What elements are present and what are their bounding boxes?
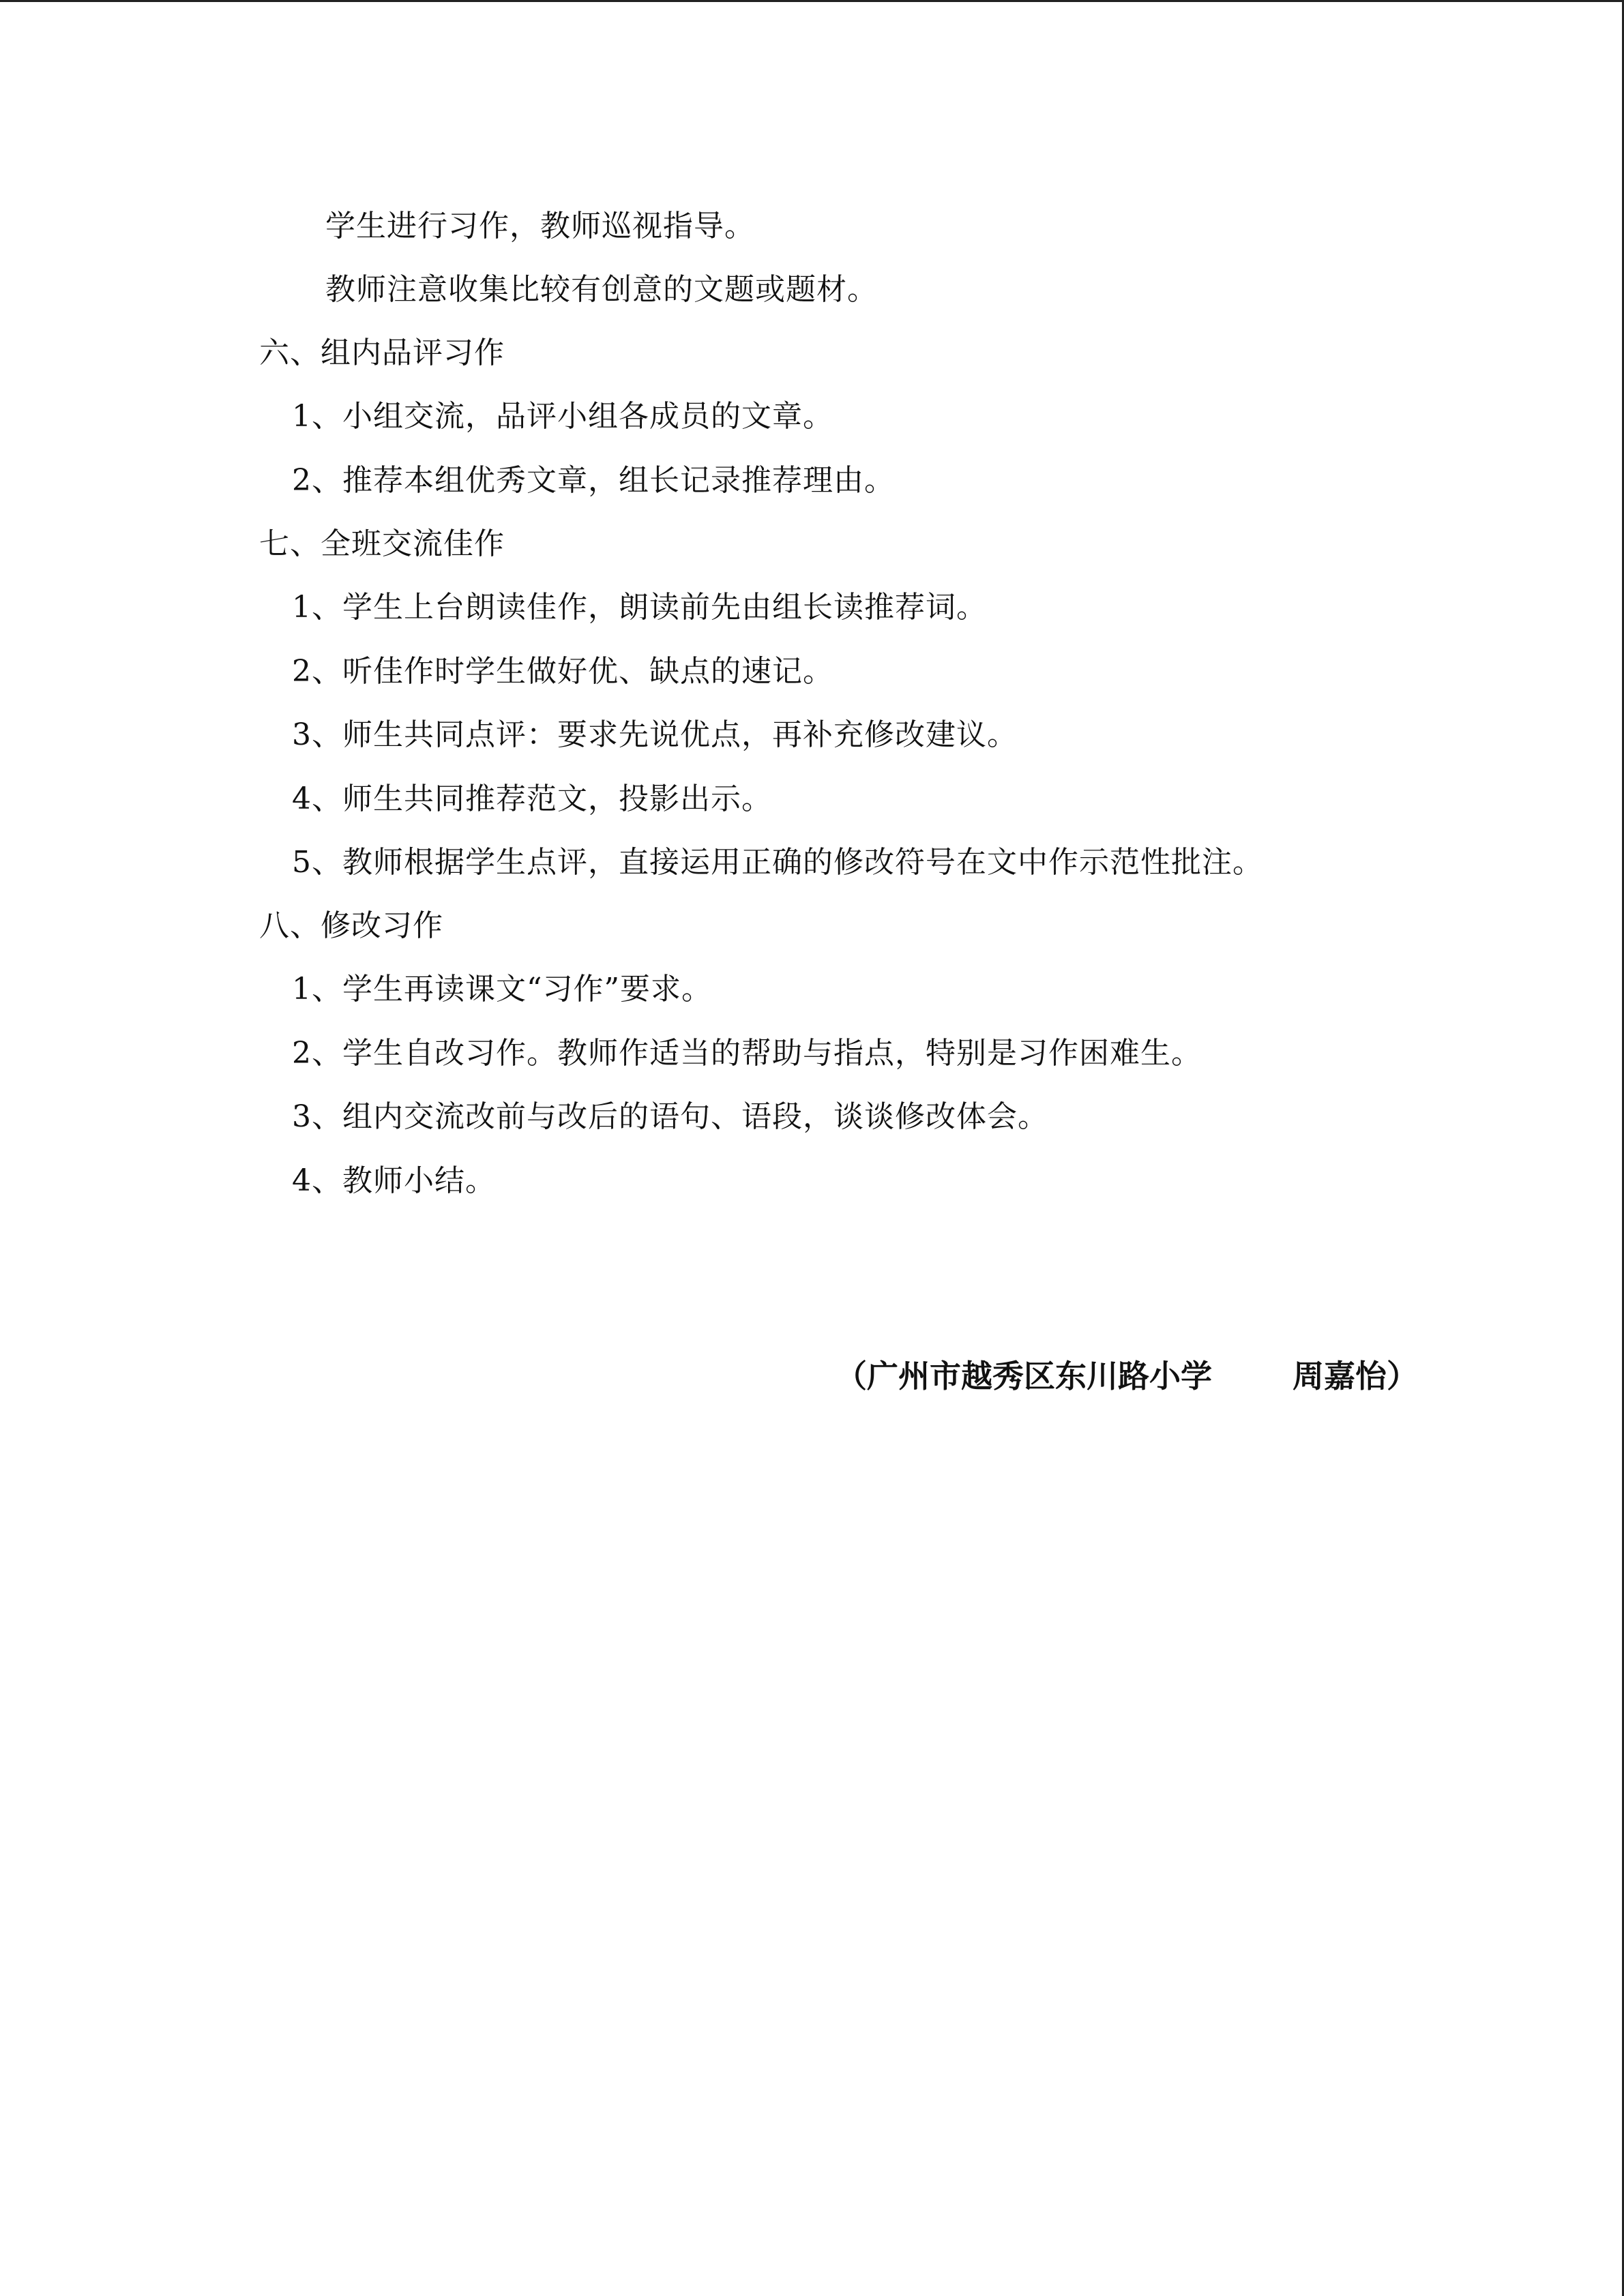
page-top-border <box>0 0 1624 2</box>
list-item: 1、学生上台朗读佳作，朗读前先由组长读推荐词。 <box>292 590 987 625</box>
paragraph: 学生进行习作，教师巡视指导。 <box>325 209 755 243</box>
section-heading: 六、组内品评习作 <box>259 336 505 370</box>
section-heading: 八、修改习作 <box>259 908 443 943</box>
list-item: 4、师生共同推荐范文，投影出示。 <box>292 781 772 816</box>
author-signature <box>836 1356 1418 1397</box>
list-item: 1、小组交流，品评小组各成员的文章。 <box>292 399 833 434</box>
list-item: 5、教师根据学生点评，直接运用正确的修改符号在文中作示范性批注。 <box>292 845 1263 880</box>
list-item: 2、学生自改习作。教师作适当的帮助与指点，特别是习作困难生。 <box>292 1036 1202 1071</box>
paragraph: 教师注意收集比较有创意的文题或题材。 <box>325 272 878 307</box>
list-item: 2、推荐本组优秀文章，组长记录推荐理由。 <box>292 463 895 498</box>
section-heading: 七、全班交流佳作 <box>259 526 505 561</box>
list-item: 3、师生共同点评：要求先说优点，再补充修改建议。 <box>292 717 1018 752</box>
list-item: 3、组内交流改前与改后的语句、语段，谈谈修改体会。 <box>292 1099 1048 1134</box>
list-item: 1、学生再读课文“习作”要求。 <box>292 972 712 1007</box>
signature-author: 周嘉怡） <box>1293 1358 1418 1395</box>
signature-school: （广州市越秀区东川路小学 <box>836 1358 1212 1395</box>
list-item: 2、听佳作时学生做好优、缺点的速记。 <box>292 654 833 689</box>
list-item: 4、教师小结。 <box>292 1163 496 1198</box>
